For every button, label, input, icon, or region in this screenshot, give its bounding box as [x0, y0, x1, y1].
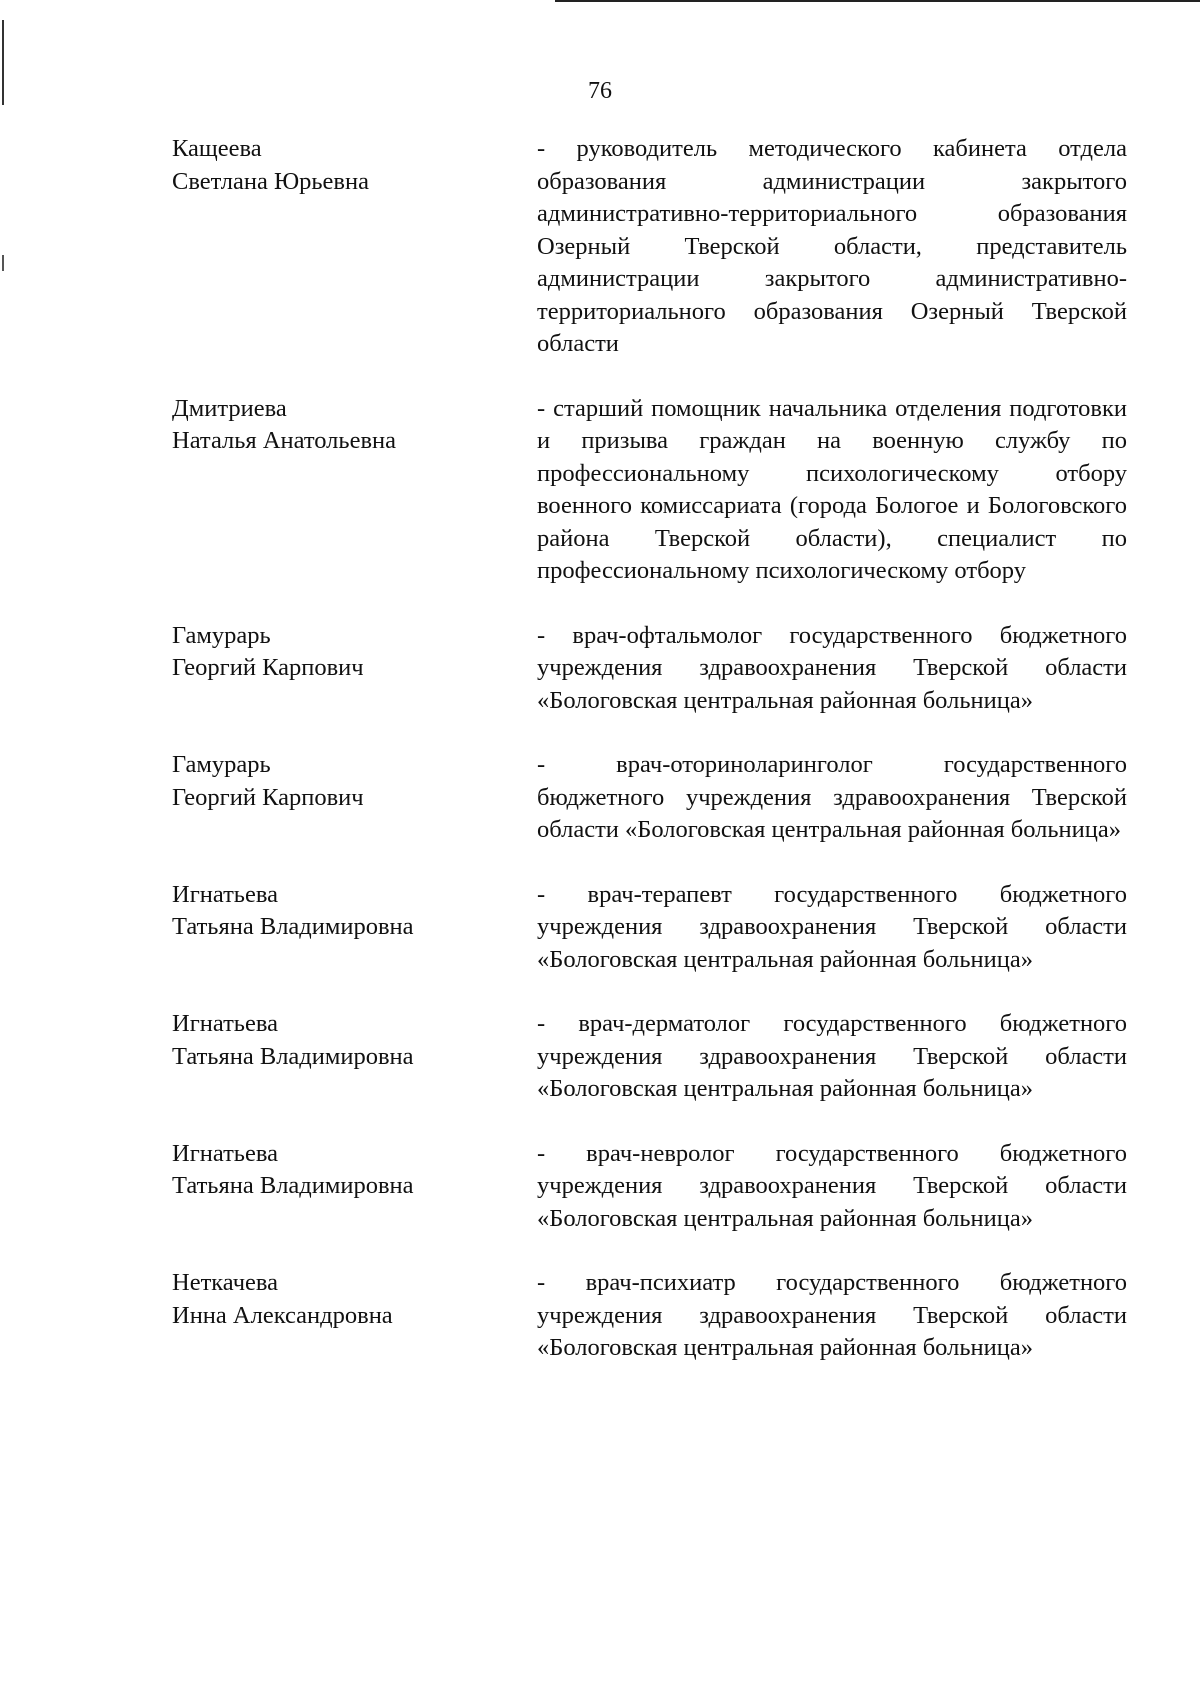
page-number: 76: [588, 78, 612, 104]
member-given-names: Наталья Анатольевна: [172, 427, 397, 454]
member-role: - руководитель методического кабинета отдела образования администрации закрытого административно-территориального образования Озерный Тверской области, представитель администрации закрытого административно-территориального образования Озерный Тверской области: [537, 135, 1127, 357]
member-surname: Дмитриева: [172, 394, 287, 422]
member-entry: [172, 133, 1127, 361]
member-given-names: Татьяна Владимировна: [172, 913, 414, 940]
member-entry: [172, 620, 1127, 718]
member-entry: [172, 1008, 1127, 1106]
member-entry: [172, 879, 1127, 977]
member-name: [172, 393, 512, 458]
member-given-names: Светлана Юрьевна: [172, 167, 369, 195]
member-role: - врач-терапевт государственного бюджетного учреждения здравоохранения Тверской области «Бологовская центральная районная больница»: [537, 880, 1127, 973]
member-name: [172, 620, 512, 685]
member-given-names: Георгий Карпович: [172, 783, 364, 811]
member-name: [172, 1267, 512, 1332]
member-role: - старший помощник начальника отделения подготовки и призыва граждан на военную службу по профессиональному психологическому отбору военного комиссариата (города Бологое и Бологовского района Тверской области), специалист по профессиональному психологическому отбору: [537, 394, 1127, 584]
member-surname: Игнатьева: [172, 1010, 278, 1037]
member-name: [172, 1138, 512, 1203]
member-name: [172, 879, 512, 944]
member-surname: Игнатьева: [172, 880, 278, 908]
member-name: [172, 749, 512, 814]
member-name: [172, 1008, 512, 1073]
scan-edge-line: [555, 0, 1200, 2]
scan-edge-mark: [2, 255, 4, 271]
member-entry: [172, 393, 1127, 588]
member-entry: [172, 1267, 1127, 1365]
member-surname: Гамурарь: [172, 621, 271, 649]
member-surname: Игнатьева: [172, 1139, 278, 1167]
member-given-names: Татьяна Владимировна: [172, 1172, 414, 1199]
member-surname: Гамурарь: [172, 751, 271, 778]
member-name: [172, 133, 512, 198]
member-surname: Неткачева: [172, 1269, 279, 1296]
member-role: - врач-психиатр государственного бюджетного учреждения здравоохранения Тверской области «Бологовская центральная районная больница»: [537, 1269, 1127, 1361]
member-role: - врач-офтальмолог государственного бюджетного учреждения здравоохранения Тверской области «Бологовская центральная районная больница»: [537, 621, 1127, 714]
member-entry: [172, 749, 1127, 847]
member-given-names: Инна Александровна: [172, 1301, 393, 1329]
commission-member-list: [172, 133, 1127, 1365]
member-role: - врач-невролог государственного бюджетного учреждения здравоохранения Тверской области «Бологовская центральная районная больница»: [537, 1139, 1127, 1232]
member-role: - врач-дерматолог государственного бюджетного учреждения здравоохранения Тверской области «Бологовская центральная районная больница»: [537, 1010, 1127, 1102]
member-surname: Кащеева: [172, 135, 262, 162]
member-given-names: Татьяна Владимировна: [172, 1042, 414, 1070]
member-role: - врач-оториноларинголог государственного бюджетного учреждения здравоохранения Тверской области «Бологовская центральная районная больница»: [537, 751, 1127, 843]
member-entry: [172, 1138, 1127, 1236]
member-given-names: Георгий Карпович: [172, 654, 364, 681]
